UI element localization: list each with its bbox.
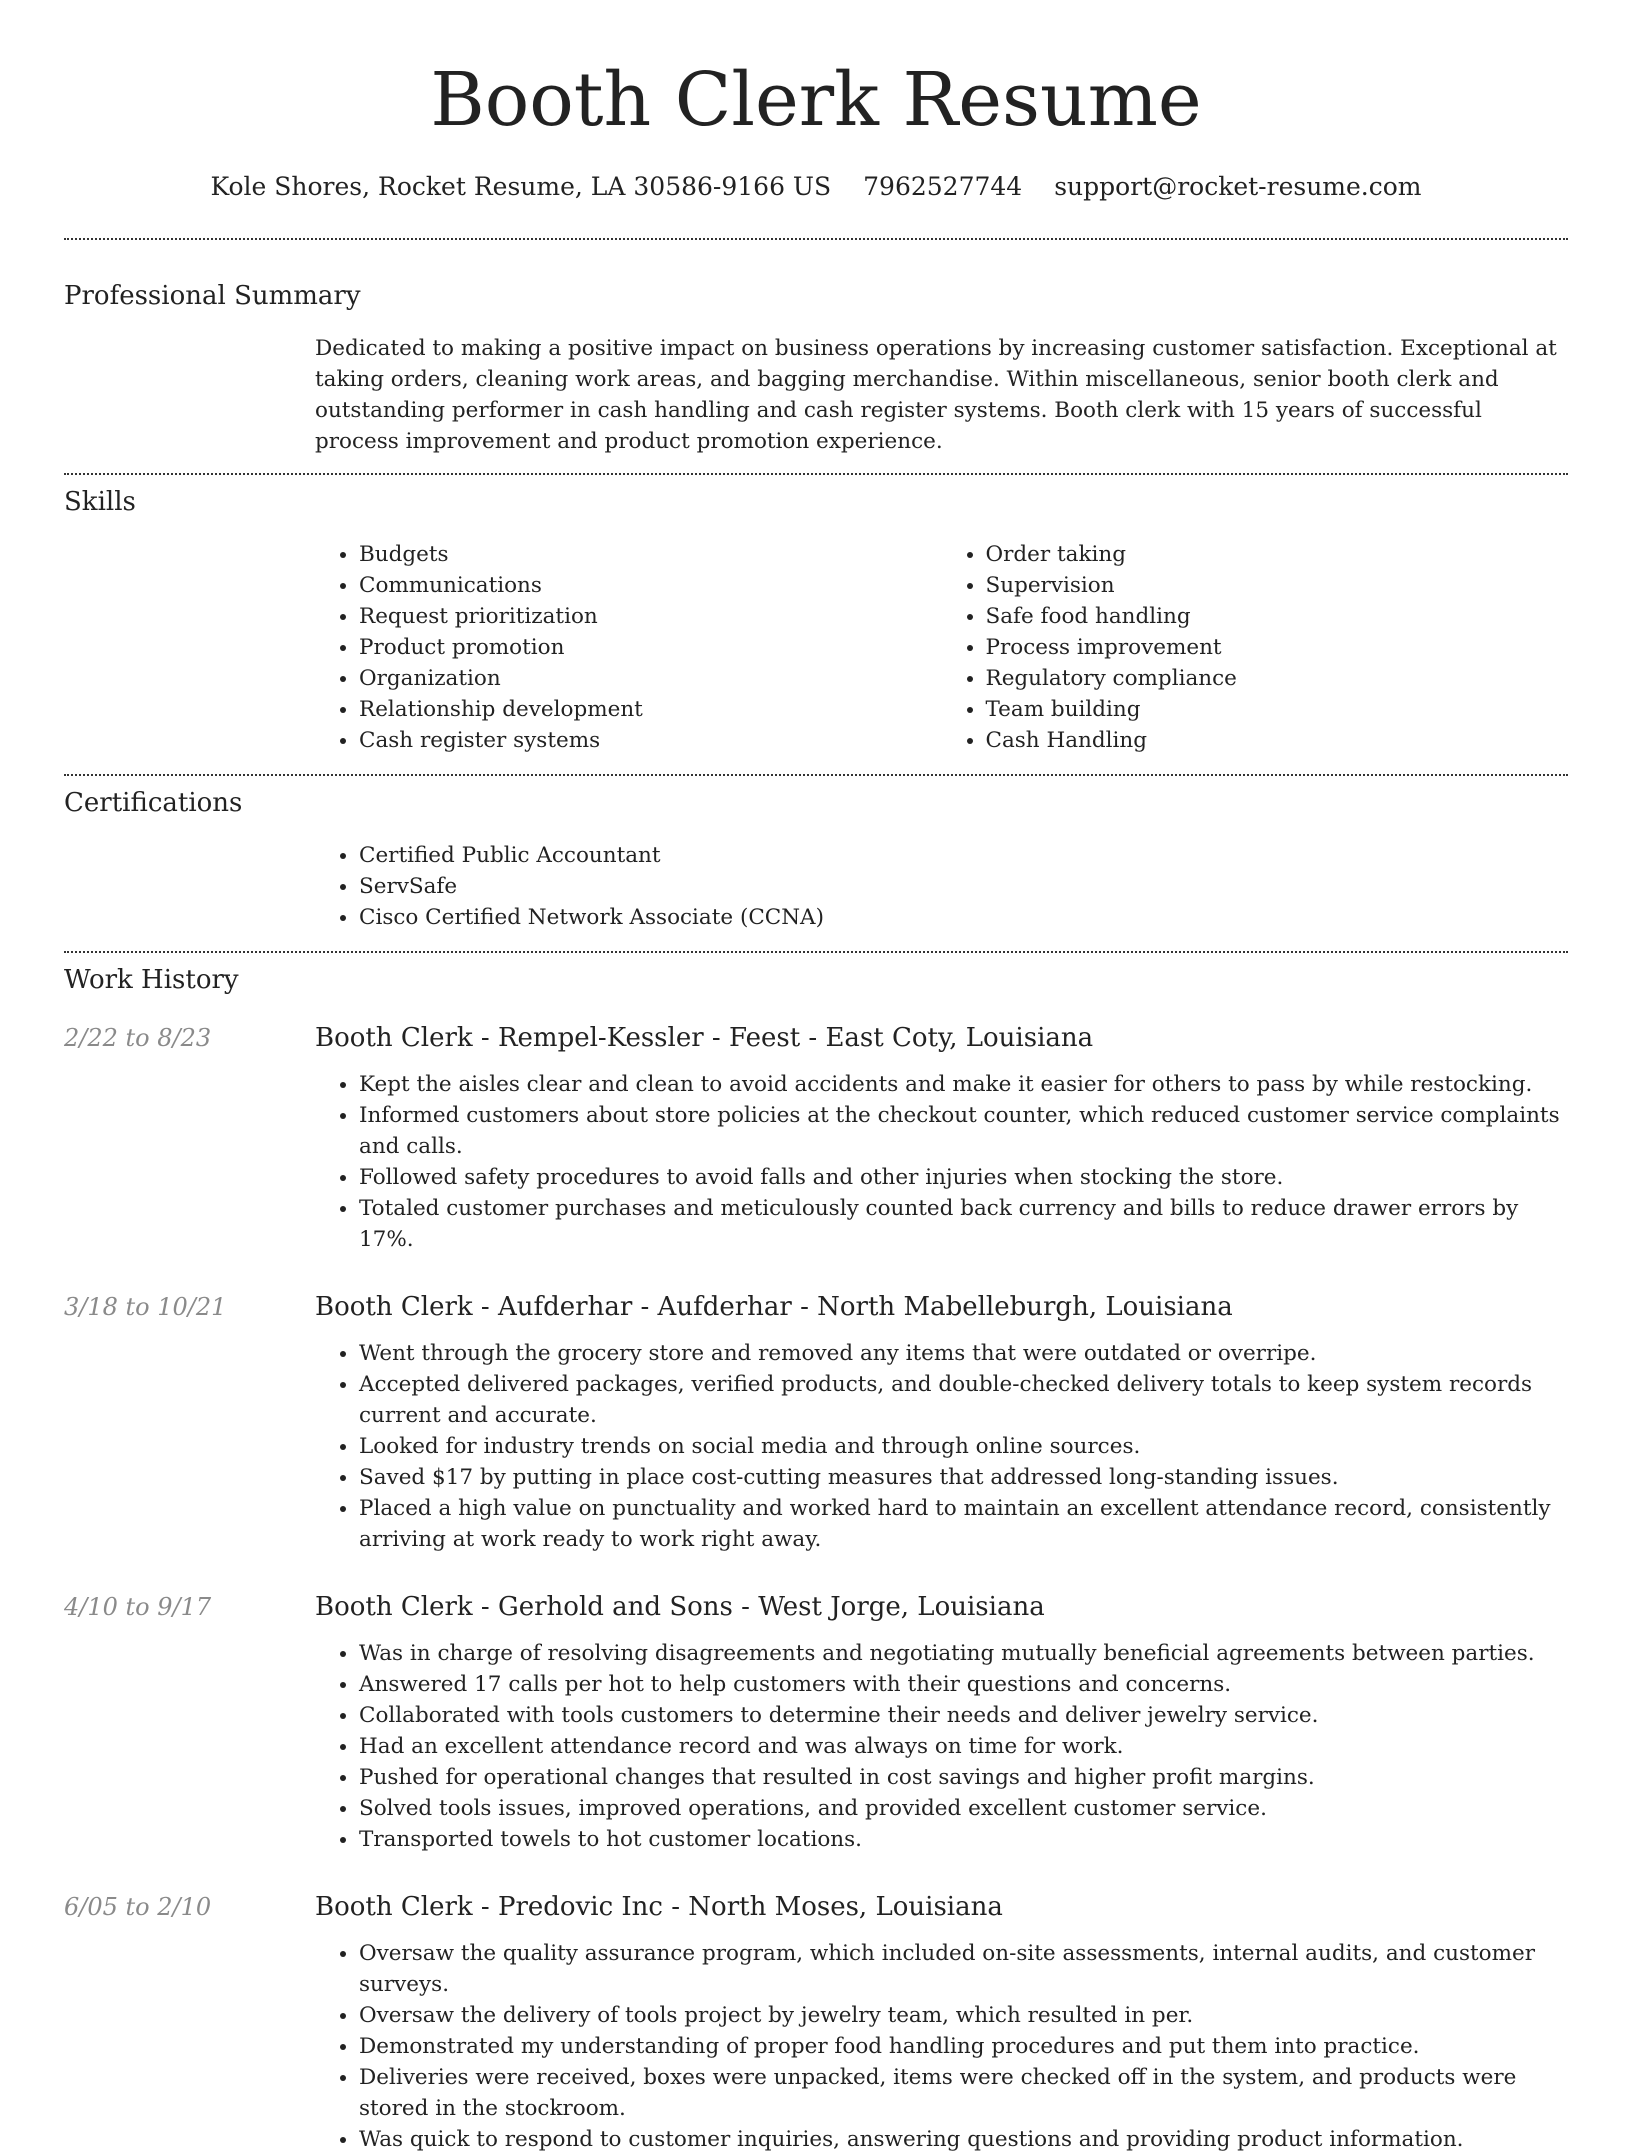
list-item: • ServSafe <box>359 871 1568 902</box>
list-item: • Cash register systems <box>359 725 942 756</box>
job-entry <box>64 1290 1568 1555</box>
section-title-work-history: Work History <box>64 965 239 995</box>
list-item: • Solved tools issues, improved operations, and provided excellent customer service. <box>359 1793 1568 1824</box>
summary-text: Dedicated to making a positive impact on business operations by increasing customer satisfaction. Exceptional at taking orders, cleaning work areas, and bagging merchandise. Within miscellaneous, senior booth clerk and outstanding performer in cash handling and cash register systems. Booth clerk with 15 years of successful process improvement and product promotion experience. <box>315 336 1557 454</box>
job-details <box>315 1290 1568 1555</box>
list-item: • Request prioritization <box>359 601 942 632</box>
list-item: • Product promotion <box>359 632 942 663</box>
summary-body <box>315 333 1568 457</box>
certifications-body <box>315 840 1568 933</box>
job-title: Booth Clerk - Aufderhar - Aufderhar - North Mabelleburgh, Louisiana <box>315 1292 1233 1322</box>
list-item: • Collaborated with tools customers to determine their needs and deliver jewelry service. <box>359 1700 1568 1731</box>
certifications-section <box>64 776 1568 951</box>
job-bullets <box>315 1069 1568 1255</box>
job-title: Booth Clerk - Predovic Inc - North Moses, Louisiana <box>315 1892 1003 1922</box>
job-entry <box>64 1890 1568 2155</box>
list-item: • Was in charge of resolving disagreements and negotiating mutually beneficial agreements between parties. <box>359 1638 1568 1669</box>
list-item: • Demonstrated my understanding of proper food handling procedures and put them into practice. <box>359 2031 1568 2062</box>
list-item: • Order taking <box>986 539 1569 570</box>
list-item: • Regulatory compliance <box>986 663 1569 694</box>
job-entry <box>64 1590 1568 1855</box>
list-item: • Went through the grocery store and removed any items that were outdated or overripe. <box>359 1338 1568 1369</box>
list-item: • Relationship development <box>359 694 942 725</box>
list-item: • Placed a high value on punctuality and worked hard to maintain an excellent attendance record, consistently arriving at work ready to work right away. <box>359 1493 1568 1555</box>
section-title-skills: Skills <box>64 487 136 517</box>
list-item: • Had an excellent attendance record and was always on time for work. <box>359 1731 1568 1762</box>
list-item: • Accepted delivered packages, verified products, and double-checked delivery totals to keep system records current and accurate. <box>359 1369 1568 1431</box>
list-item: • Oversaw the quality assurance program, which included on-site assessments, internal audits, and customer surveys. <box>359 1938 1568 2000</box>
job-entry <box>64 1021 1568 1255</box>
skills-list-left <box>315 539 942 756</box>
contact-phone: 7962527744 <box>863 172 1023 201</box>
list-item: • Was quick to respond to customer inquiries, answering questions and providing product information. <box>359 2124 1568 2155</box>
certifications-list <box>315 840 1568 933</box>
section-title-certifications: Certifications <box>64 788 243 818</box>
job-title: Booth Clerk - Rempel-Kessler - Feest - East Coty, Louisiana <box>315 1023 1094 1053</box>
job-details <box>315 1021 1568 1255</box>
list-item: • Transported towels to hot customer locations. <box>359 1824 1568 1855</box>
resume-page <box>64 0 1568 2155</box>
list-item: • Cisco Certified Network Associate (CCNA) <box>359 902 1568 933</box>
list-item: • Process improvement <box>986 632 1569 663</box>
job-dates: 6/05 to 2/10 <box>64 1893 212 1921</box>
list-item: • Kept the aisles clear and clean to avoid accidents and make it easier for others to pass by while restocking. <box>359 1069 1568 1100</box>
job-bullets <box>315 1638 1568 1855</box>
page-title: Booth Clerk Resume <box>430 57 1202 143</box>
job-title: Booth Clerk - Gerhold and Sons - West Jorge, Louisiana <box>315 1592 1045 1622</box>
summary-section <box>64 240 1568 473</box>
list-item: • Oversaw the delivery of tools project by jewelry team, which resulted in per. <box>359 2000 1568 2031</box>
list-item: • Safe food handling <box>986 601 1569 632</box>
list-item: • Organization <box>359 663 942 694</box>
list-item: • Answered 17 calls per hot to help customers with their questions and concerns. <box>359 1669 1568 1700</box>
work-history-section <box>64 953 1568 2155</box>
list-item: • Certified Public Accountant <box>359 840 1568 871</box>
job-dates: 2/22 to 8/23 <box>64 1024 212 1052</box>
list-item: • Communications <box>359 570 942 601</box>
list-item: • Saved $17 by putting in place cost-cutting measures that addressed long-standing issues. <box>359 1462 1568 1493</box>
job-bullets <box>315 1938 1568 2155</box>
skills-section <box>64 475 1568 774</box>
job-dates: 3/18 to 10/21 <box>64 1293 227 1321</box>
list-item: • Cash Handling <box>986 725 1569 756</box>
list-item: • Pushed for operational changes that resulted in cost savings and higher profit margins. <box>359 1762 1568 1793</box>
list-item: • Totaled customer purchases and meticulously counted back currency and bills to reduce drawer errors by 17%. <box>359 1193 1568 1255</box>
job-details <box>315 1890 1568 2155</box>
list-item: • Team building <box>986 694 1569 725</box>
skills-columns <box>315 539 1568 756</box>
job-details <box>315 1590 1568 1855</box>
list-item: • Informed customers about store policies at the checkout counter, which reduced customer service complaints and calls. <box>359 1100 1568 1162</box>
job-bullets <box>315 1338 1568 1555</box>
contact-address: Kole Shores, Rocket Resume, LA 30586-9166 US <box>210 172 832 201</box>
job-dates: 4/10 to 9/17 <box>64 1593 212 1621</box>
contact-email: support@rocket-resume.com <box>1054 172 1422 201</box>
list-item: • Budgets <box>359 539 942 570</box>
list-item: • Supervision <box>986 570 1569 601</box>
section-title-summary: Professional Summary <box>64 281 361 311</box>
list-item: • Looked for industry trends on social media and through online sources. <box>359 1431 1568 1462</box>
list-item: • Followed safety procedures to avoid falls and other injuries when stocking the store. <box>359 1162 1568 1193</box>
list-item: • Deliveries were received, boxes were unpacked, items were checked off in the system, and products were stored in the stockroom. <box>359 2062 1568 2124</box>
contact-line <box>64 170 1568 204</box>
skills-list-right <box>942 539 1569 756</box>
